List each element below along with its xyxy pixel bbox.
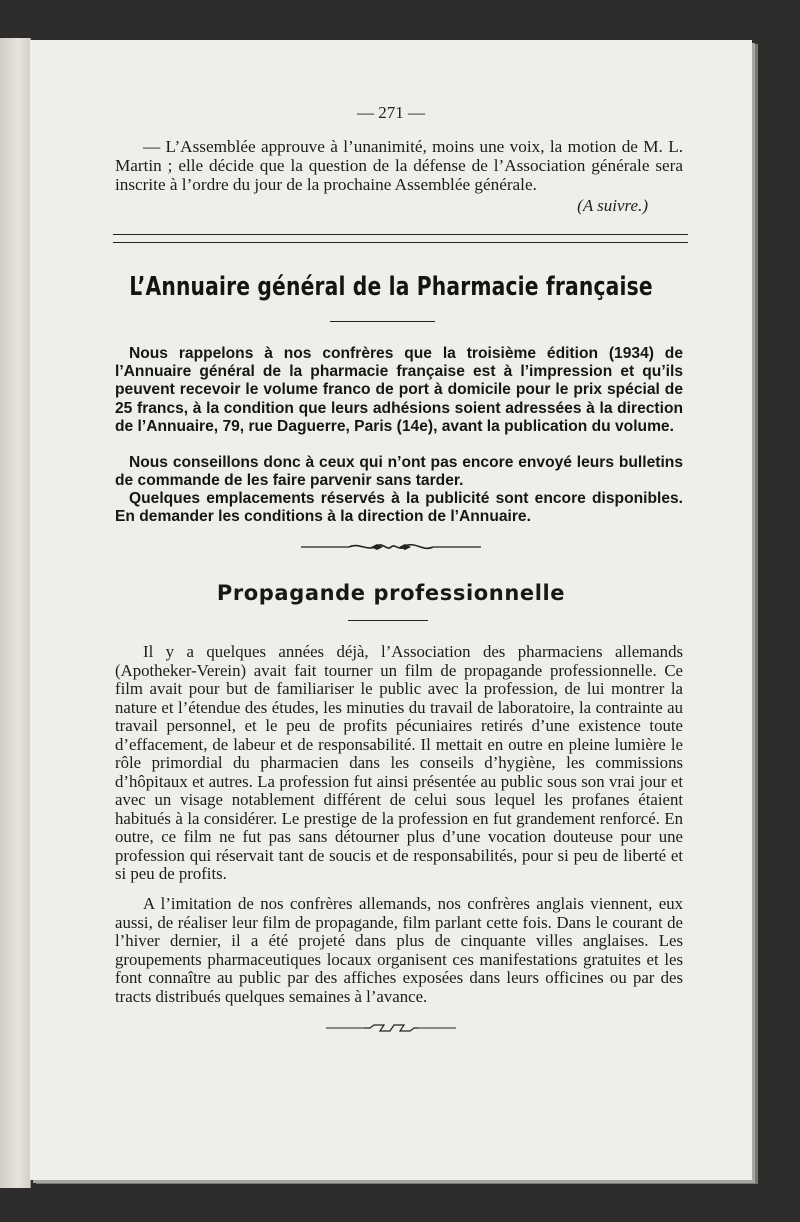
annuaire-title: L’Annuaire général de la Pharmacie française (129, 272, 653, 302)
page-number: — 271 — (357, 103, 425, 122)
propagande-paragraph-1: Il y a quelques années déjà, l’Association des pharmaciens allemands (Apotheker-Verein) avait fait tourner un film de propagande professionnelle. Ce film avait pour but de familiariser le public avec la profession, de lui montrer la nature et l’étendue des études, les minuties du travail de laboratoire, la contrainte au travail personnel, et le peu de profits pécuniaires retirés d’une existence toute d’effacement, de labeur et de responsabilité. Il mettait en outre en pleine lumière le rôle primordial du pharmacien dans les conseils d’hygiène, les commissions d’hôpitaux et autres. La profession fut ainsi présentée au public sous son vrai jour et avec un visage notablement différent de celui sous lequel les profanes étaient habitués à la considérer. Le prestige de la profession en fut grandement renforcé. En outre, ce film ne fut pas sans détourner plus d’une vocation douteuse pour une profession qui réservait tant de soucis et de responsabilités, pour si peu de liberté et si peu de profits. (115, 642, 683, 883)
title-underline (330, 321, 435, 322)
annuaire-paragraph-2: Nous conseillons donc à ceux qui n’ont pas encore envoyé leurs bulletins de commande de les faire parvenir sans tarder. (115, 454, 683, 490)
annuaire-paragraph-3: Quelques emplacements réservés à la publicité sont encore disponibles. En demander les conditions à la direction de l’Annuaire. (115, 490, 683, 526)
propagande-paragraph-2: A l’imitation de nos confrères allemands, nos confrères anglais viennent, eux aussi, de réaliser leur film de propagande, film parlant cette fois. Dans le courant de l’hiver dernier, il a été projeté dans plus de cinquante villes anglaises. Les groupements pharmaceutiques locaux organisent ces manifestations gratuites et les font connaître au public par des affiches exposées dans leurs officines ou par des tracts distribués quelques semaines à l’avance. (115, 894, 683, 1006)
book-page (30, 40, 752, 1180)
facing-page-edge (0, 38, 31, 1188)
section-ornament (30, 539, 752, 558)
assembly-paragraph: — L’Assemblée approuve à l’unanimité, moins une voix, la motion de M. L. Martin ; elle décide que la question de la défense de l’Association générale sera inscrite à l’ordre du jour de la prochaine Assemblée générale. (115, 137, 683, 194)
annuaire-paragraph-1: Nous rappelons à nos confrères que la troisième édition (1934) de l’Annuaire général de la pharmacie française est à l’impression et qu’ils peuvent recevoir le volume franco de port à domicile pour le prix spécial de 25 francs, à la condition que leurs adhésions soient adressées à la direction de l’Annuaire, 79, rue Daguerre, Paris (14e), avant la publication du volume. (115, 345, 683, 435)
to-follow-note: (A suivre.) (577, 196, 648, 215)
double-rule-bottom (113, 242, 688, 243)
ornament-divider-icon (301, 540, 481, 554)
end-ornament (30, 1018, 752, 1037)
propagande-title: Propagande professionnelle (216, 581, 566, 605)
double-rule-top (113, 234, 688, 235)
end-divider-icon (326, 1023, 456, 1033)
section-underline (348, 620, 428, 621)
